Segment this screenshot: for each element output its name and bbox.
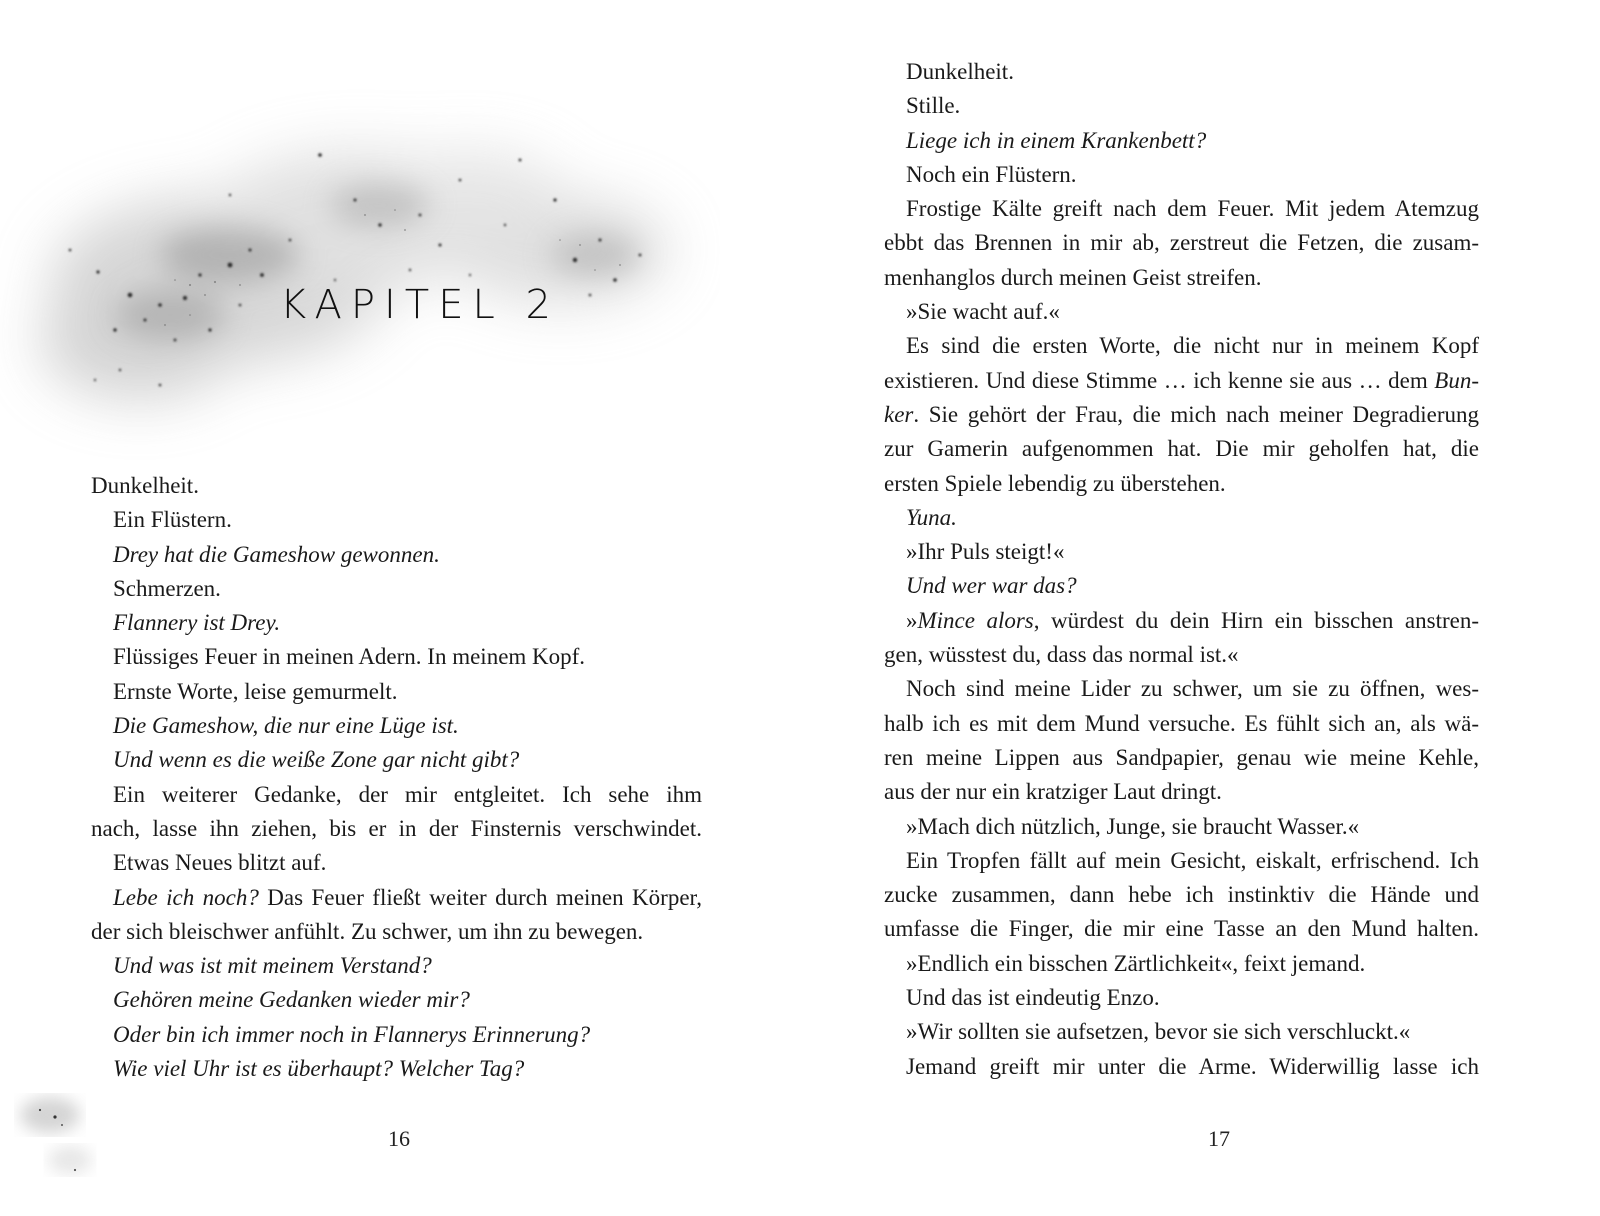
text-line <box>906 569 1479 603</box>
text-run: Etwas Neues blitzt auf. <box>113 850 327 876</box>
text-line <box>884 638 1479 672</box>
text-run: zur Gamerin aufgenommen hat. Die mir geholfen hat, die <box>884 436 1479 462</box>
text-line <box>884 707 1479 741</box>
text-line <box>884 912 1479 946</box>
text-line <box>884 467 1479 501</box>
left-page-body <box>91 469 703 1086</box>
right-page-body <box>884 55 1479 1084</box>
text-run: » <box>906 607 918 633</box>
text-line <box>113 572 702 606</box>
page-number-right: 17 <box>1208 1126 1230 1151</box>
nebula-fragment-illustration <box>0 1085 120 1205</box>
text-run: Flüssiges Feuer in meinen Adern. In meinem Kopf. <box>113 644 586 670</box>
text-line <box>113 606 702 640</box>
text-run: Yuna. <box>906 504 957 530</box>
text-run: »Ihr Puls steigt!« <box>906 539 1065 565</box>
text-line <box>906 1050 1479 1084</box>
text-run: aus der nur ein kratziger Laut dringt. <box>884 779 1222 805</box>
text-line <box>113 640 702 674</box>
text-run: ebbt das Brennen in mir ab, zerstreut die Fetzen, die zusam- <box>884 230 1479 256</box>
text-line <box>113 743 702 777</box>
text-line <box>91 812 702 846</box>
text-run: Und wenn es die weiße Zone gar nicht gibt? <box>113 747 520 773</box>
text-line <box>906 844 1479 878</box>
text-run: Noch sind meine Lider zu schwer, um sie zu öffnen, wes- <box>906 676 1479 702</box>
page-number-left: 16 <box>388 1126 410 1151</box>
text-line <box>884 878 1479 912</box>
text-line <box>91 915 702 949</box>
text-run: der sich bleischwer anfühlt. Zu schwer, um ihn zu bewegen. <box>91 918 644 944</box>
text-run: Drey hat die Gameshow gewonnen. <box>113 541 440 567</box>
text-line <box>113 778 702 812</box>
text-line <box>906 810 1479 844</box>
text-line <box>906 158 1479 192</box>
text-line <box>884 398 1479 432</box>
text-line <box>884 741 1479 775</box>
text-line <box>113 983 702 1017</box>
text-line <box>906 89 1479 123</box>
text-run: Und wer war das? <box>906 573 1077 599</box>
text-run: Noch ein Flüstern. <box>906 161 1077 187</box>
text-line <box>113 709 702 743</box>
text-run: Es sind die ersten Worte, die nicht nur in meinem Kopf <box>906 333 1479 359</box>
text-run: Dunkelheit. <box>91 473 199 498</box>
text-line <box>906 535 1479 569</box>
text-run: gen, wüsstest du, dass das normal ist.« <box>884 642 1239 668</box>
text-line <box>906 981 1479 1015</box>
text-run: Schmerzen. <box>113 575 221 601</box>
text-line <box>884 261 1479 295</box>
text-run: menhanglos durch meinen Geist streifen. <box>884 264 1262 290</box>
text-run: Ernste Worte, leise gemurmelt. <box>113 678 398 704</box>
text-line <box>884 775 1479 809</box>
text-run: Ein weiterer Gedanke, der mir entgleitet. Ich sehe ihm <box>113 781 702 807</box>
text-run: Ein Tropfen fällt auf mein Gesicht, eiskalt, erfrischend. Ich <box>906 847 1479 873</box>
text-run: umfasse die Finger, die mir eine Tasse an den Mund halten. <box>884 916 1479 942</box>
text-run: Frostige Kälte greift nach dem Feuer. Mit jedem Atemzug <box>906 196 1479 222</box>
right-page <box>800 0 1600 1216</box>
text-line <box>906 1015 1479 1049</box>
text-line <box>906 604 1479 638</box>
text-run: nach, lasse ihn ziehen, bis er in der Finsternis verschwindet. <box>91 815 702 841</box>
text-run: Und das ist eindeutig Enzo. <box>906 985 1160 1011</box>
text-line <box>113 675 702 709</box>
text-line <box>113 1052 702 1086</box>
text-line <box>113 881 702 915</box>
text-run: zucke zusammen, dann hebe ich instinktiv die Hände und <box>884 882 1479 908</box>
text-line <box>906 329 1479 363</box>
text-line <box>906 672 1479 706</box>
text-line <box>884 226 1479 260</box>
nebula-illustration <box>0 40 720 460</box>
text-run: Und was ist mit meinem Verstand? <box>113 953 432 979</box>
text-line <box>906 947 1479 981</box>
text-run: Oder bin ich immer noch in Flannerys Erinnerung? <box>113 1021 591 1047</box>
chapter-title: KAPITEL 2 <box>280 282 560 328</box>
text-run: ersten Spiele lebendig zu überstehen. <box>884 470 1226 496</box>
italic-text-run: Lebe ich noch? <box>113 884 259 910</box>
text-run: , würdest du dein Hirn ein bisschen anstren- <box>1033 607 1479 633</box>
text-line <box>884 364 1479 398</box>
text-line <box>906 501 1479 535</box>
text-line <box>113 949 702 983</box>
text-run: »Sie wacht auf.« <box>906 299 1060 325</box>
text-run: Die Gameshow, die nur eine Lüge ist. <box>113 713 459 739</box>
text-line <box>113 846 702 880</box>
italic-text-run: ker <box>884 401 914 427</box>
text-run: »Endlich ein bisschen Zärtlichkeit«, feixt jemand. <box>906 950 1366 976</box>
text-line <box>884 432 1479 466</box>
text-run: Wie viel Uhr ist es überhaupt? Welcher Tag? <box>113 1056 525 1082</box>
text-run: Dunkelheit. <box>906 59 1014 84</box>
text-run: Flannery ist Drey. <box>113 610 281 636</box>
italic-text-run: Bun- <box>1434 367 1479 393</box>
italic-text-run: Mince alors <box>917 607 1034 633</box>
text-run: ren meine Lippen aus Sandpapier, genau wie meine Kehle, <box>884 744 1479 770</box>
text-run: Liege ich in einem Krankenbett? <box>906 127 1207 153</box>
text-run: Ein Flüstern. <box>113 507 232 533</box>
text-run: Jemand greift mir unter die Arme. Widerwillig lasse ich <box>906 1053 1479 1079</box>
text-line <box>906 295 1479 329</box>
text-line <box>906 124 1479 158</box>
text-run: . Sie gehört der Frau, die mich nach meiner Degradierung <box>913 401 1479 427</box>
text-run: Das Feuer fließt weiter durch meinen Körper, <box>258 884 703 910</box>
text-line <box>113 538 702 572</box>
text-line <box>91 469 702 503</box>
text-run: »Wir sollten sie aufsetzen, bevor sie sich verschluckt.« <box>906 1019 1411 1045</box>
text-line <box>113 503 702 537</box>
text-run: Gehören meine Gedanken wieder mir? <box>113 987 470 1013</box>
text-run: Stille. <box>906 93 961 119</box>
text-line <box>113 1018 702 1052</box>
text-run: halb ich es mit dem Mund versuche. Es fühlt sich an, als wä- <box>884 710 1479 736</box>
text-run: existieren. Und diese Stimme … ich kenne sie aus … dem <box>884 367 1435 393</box>
text-run: »Mach dich nützlich, Junge, sie braucht Wasser.« <box>906 813 1360 839</box>
text-line <box>906 192 1479 226</box>
text-line <box>906 55 1479 89</box>
